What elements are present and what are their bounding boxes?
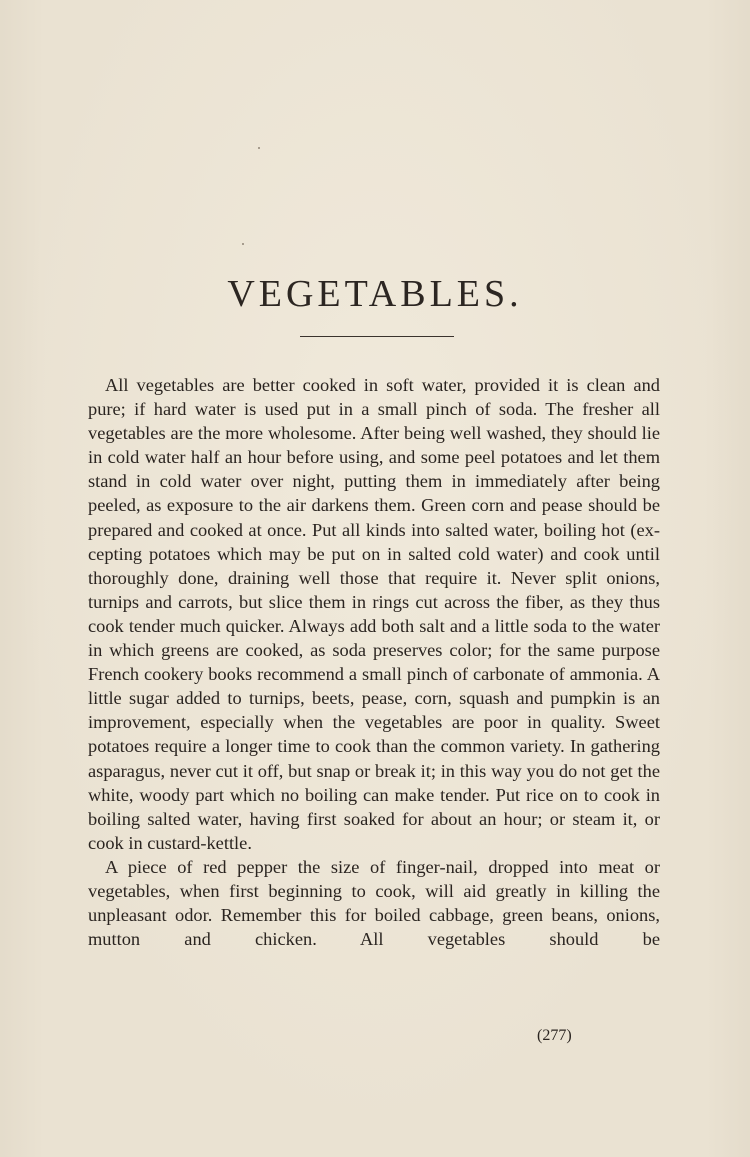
- page-number: (277): [537, 1027, 572, 1044]
- title-rule: [300, 336, 454, 337]
- body-text: [88, 373, 660, 951]
- chapter-title: VEGETABLES.: [227, 273, 523, 315]
- paragraph: A piece of red pepper the size of finger-nail, dropped into meat or vegetables, when first beginning to cook, will aid greatly in killing the unpleasant odor. Remember this for boiled cabbage, green beans, onions, mutton and chicken. All vegetables should be: [88, 856, 660, 950]
- paper-speck: [258, 147, 260, 149]
- paragraph: All vegetables are better cooked in soft water, provided it is clean and pure; if hard water is used put in a small pinch of soda. The fresher all vegetables are the more wholesome. After being well washed, they should lie in cold water half an hour before using, and some peel potatoes and let them stand in cold water over night, putting them in immediately after being peeled, as exposure to the air darkens them. Green corn and pease should be prepared and cooked at once. Put all kinds into salted water, boiling hot (ex-cepting potatoes which may be put on in salted cold water) and cook until thoroughly done, draining well those that require it. Never split onions, turnips and carrots, but slice them in rings cut across the fiber, as they thus cook tender much quicker. Always add both salt and a little soda to the water in which greens are cooked, as soda preserves color; for the same purpose French cookery books recommend a small pinch of carbonate of ammonia. A little sugar added to turnips, beets, pease, corn, squash and pumpkin is an improvement, especially when the vegetables are poor in quality. Sweet potatoes require a longer time to cook than the common variety. In gathering asparagus, never cut it off, but snap or break it; in this way you do not get the white, woody part which no boiling can make tender. Put rice on to cook in boiling salted water, having first soaked for about an hour; or steam it, or cook in custard-kettle.: [88, 375, 660, 853]
- paper-speck: [242, 243, 244, 245]
